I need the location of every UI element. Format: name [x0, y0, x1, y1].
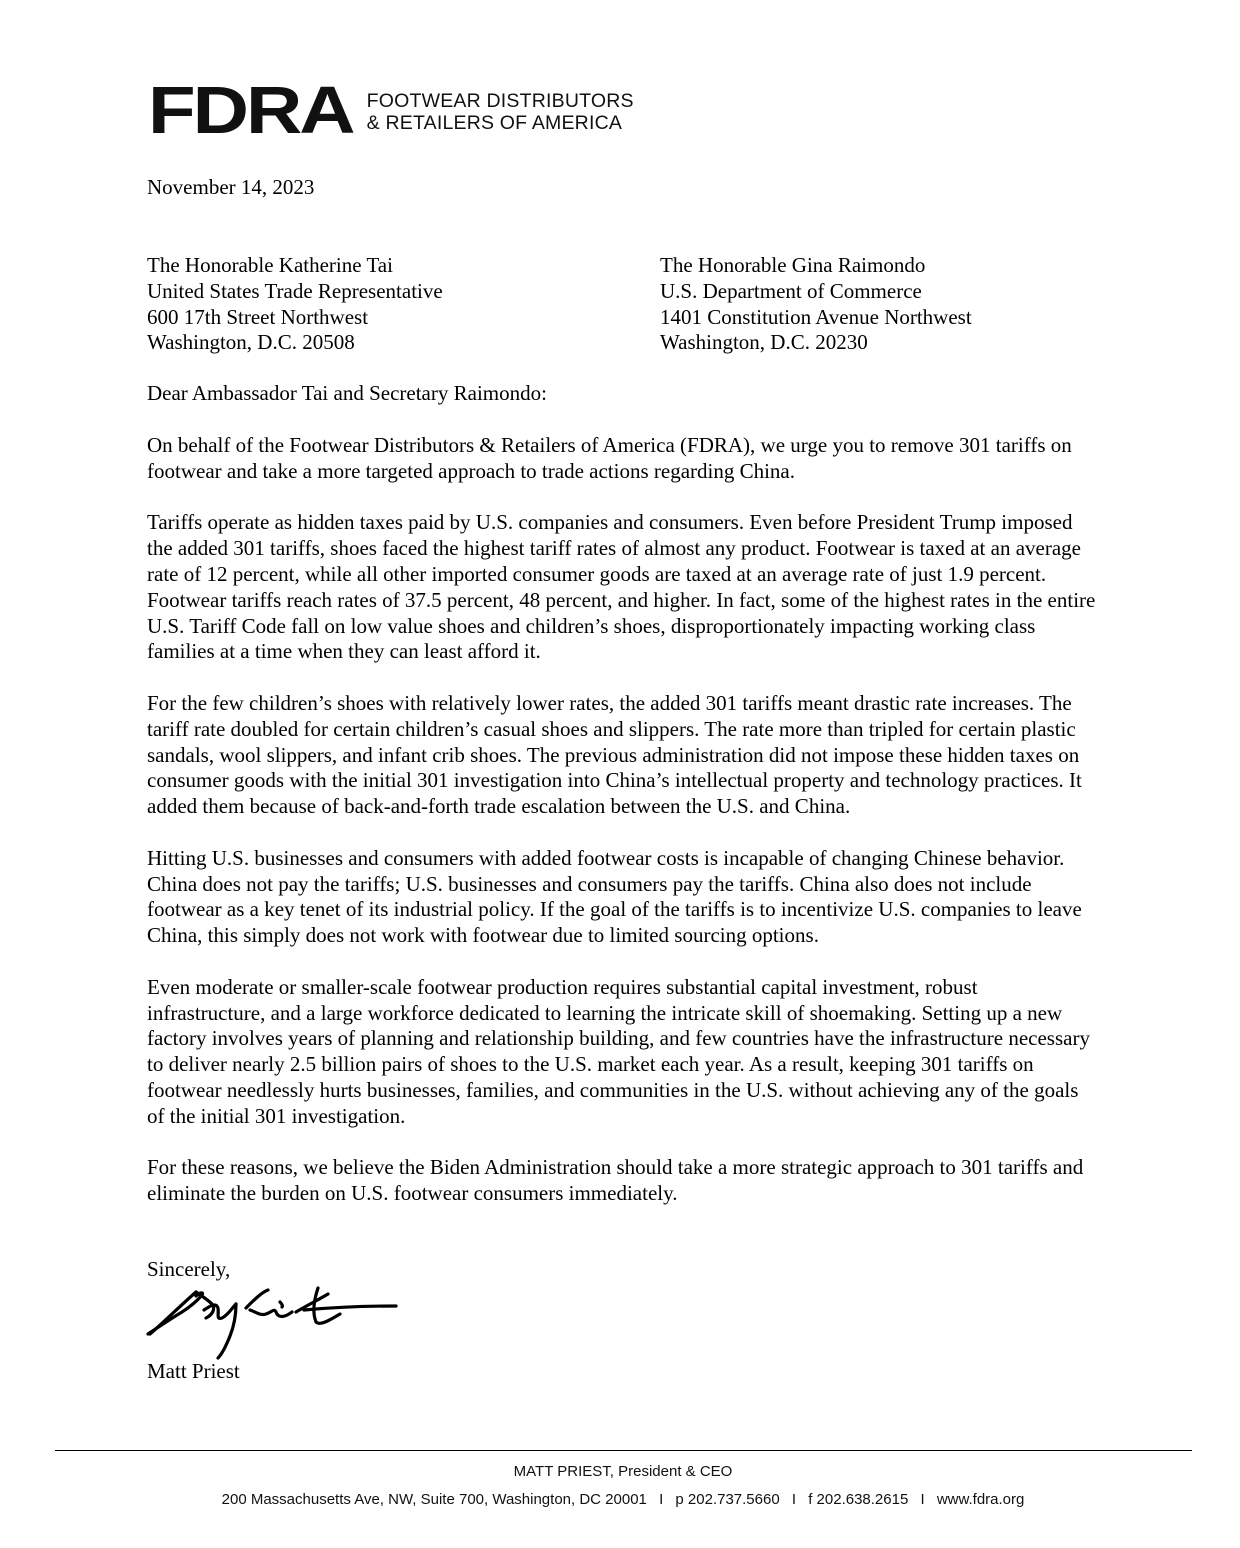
body-paragraph: For these reasons, we believe the Biden Administration should take a more strategic approach to 301 tariffs and eliminate the burden on U.S. footwear consumers immediately.: [147, 1155, 1084, 1206]
recipient-block-left: [147, 253, 443, 356]
organization-name-line-2: & RETAILERS OF AMERICA: [366, 112, 623, 134]
footer-separator: I: [791, 1491, 797, 1508]
recipient-street: 600 17th Street Northwest: [147, 304, 369, 329]
body-paragraph: Even moderate or smaller-scale footwear production requires substantial capital investment, robust infrastructure, and a large workforce dedicated to learning the intricate skill of shoemaking. Setting up a new factory involves years of planning and relationship building, and few countries have the infrastructure necessary to deliver nearly 2.5 billion pairs of shoes to the U.S. market each year. As a result, keeping 301 tariffs on footwear needlessly hurts businesses, families, and communities in the U.S. without achieving any of the goals of the initial 301 investigation.: [147, 974, 1090, 1128]
footer-name-title: MATT PRIEST, President & CEO: [513, 1463, 733, 1480]
organization-name-line-1: FOOTWEAR DISTRIBUTORS: [366, 90, 634, 112]
recipient-name: The Honorable Gina Raimondo: [660, 253, 926, 277]
recipient-city: Washington, D.C. 20508: [147, 330, 355, 355]
fdra-logo: FDRA: [148, 72, 353, 148]
footer-website-link[interactable]: www.fdra.org: [936, 1491, 1025, 1508]
body-paragraph: Hitting U.S. businesses and consumers with added footwear costs is incapable of changing Chinese behavior. China does not pay the tariffs; U.S. businesses and consumers pay the tariffs. China also does not include footwear as a key tenet of its industrial policy. If the goal of the tariffs is to incentivize U.S. companies to leave China, this simply does not work with footwear due to limited sourcing options.: [147, 845, 1082, 948]
recipient-name: The Honorable Katherine Tai: [147, 253, 393, 277]
recipient-city: Washington, D.C. 20230: [660, 330, 868, 355]
recipient-title: U.S. Department of Commerce: [660, 278, 922, 303]
letter-date: November 14, 2023: [147, 175, 315, 199]
signer-name: Matt Priest: [147, 1359, 240, 1383]
organization-name: [367, 86, 634, 134]
footer-divider: [55, 1450, 1192, 1451]
recipient-street: 1401 Constitution Avenue Northwest: [660, 304, 972, 329]
letterhead: [148, 72, 634, 148]
footer-fax: f 202.638.2615: [808, 1491, 909, 1508]
closing: Sincerely,: [147, 1257, 231, 1281]
salutation: Dear Ambassador Tai and Secretary Raimondo:: [147, 381, 547, 405]
body-paragraph: For the few children’s shoes with relatively lower rates, the added 301 tariffs meant drastic rate increases. The tariff rate doubled for certain children’s casual shoes and slippers. The rate more than tripled for certain plastic sandals, wool slippers, and infant crib shoes. The previous administration did not impose these hidden taxes on consumer goods with the initial 301 investigation into China’s intellectual property and technology practices. It added them because of back-and-forth trade escalation between the U.S. and China.: [147, 690, 1082, 819]
body-paragraph: Tariffs operate as hidden taxes paid by U.S. companies and consumers. Even before President Trump imposed the added 301 tariffs, shoes faced the highest tariff rates of almost any product. Footwear is taxed at an average rate of 12 percent, while all other imported consumer goods are taxed at an average rate of just 1.9 percent. Footwear tariffs reach rates of 37.5 percent, 48 percent, and higher. In fact, some of the highest rates in the entire U.S. Tariff Code fall on low value shoes and children’s shoes, disproportionately impacting working class families at a time when they can least afford it.: [147, 510, 1096, 664]
handwritten-signature: [146, 1282, 402, 1360]
footer-phone: p 202.737.5660: [675, 1491, 780, 1508]
recipient-block-right: [660, 253, 972, 356]
body-paragraph: On behalf of the Footwear Distributors & Retailers of America (FDRA), we urge you to remove 301 tariffs on footwear and take a more targeted approach to trade actions regarding China.: [147, 433, 1072, 483]
footer-address: 200 Massachusetts Ave, NW, Suite 700, Washington, DC 20001: [221, 1491, 647, 1508]
footer-separator: I: [659, 1491, 664, 1508]
footer-separator: I: [920, 1491, 925, 1508]
footer-contact: [3, 1491, 1240, 1508]
letter-body: [147, 433, 1097, 1233]
recipient-title: United States Trade Representative: [147, 278, 443, 303]
